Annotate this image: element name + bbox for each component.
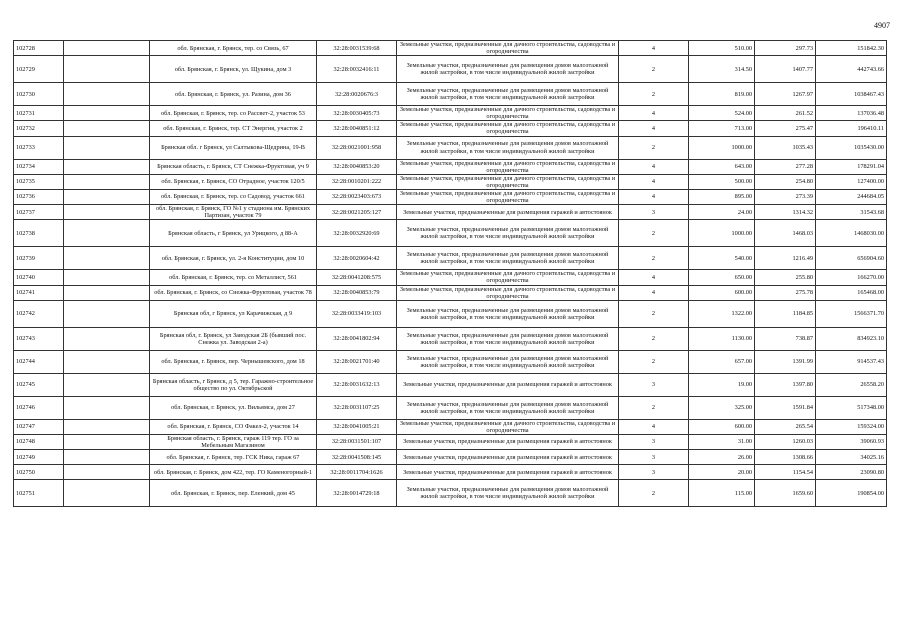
row-cadastral-value: 127400.00	[816, 174, 887, 189]
row-land-use: Земельные участки, предназначенные для дачного строительства, садоводства и огородничества	[397, 41, 619, 56]
row-category: 2	[619, 56, 689, 83]
row-cadastral-number: 32:28:0041005:21	[317, 419, 397, 434]
row-land-use: Земельные участки, предназначенные для дачного строительства, садоводства и огородничества	[397, 121, 619, 136]
row-area: 1130.00	[689, 327, 755, 350]
row-cadastral-value: 442743.66	[816, 56, 887, 83]
row-category: 3	[619, 434, 689, 449]
row-cadastral-value: 165468.00	[816, 285, 887, 300]
row-cadastral-number: 32:28:0031632:13	[317, 373, 397, 396]
row-address: обл. Брянская, г. Брянск, тер. со Связь, 67	[150, 41, 317, 56]
row-id: 102749	[14, 450, 64, 465]
row-spacer	[64, 174, 150, 189]
row-area: 713.00	[689, 121, 755, 136]
row-specific-value: 1591.84	[755, 396, 816, 419]
row-land-use: Земельные участки, предназначенные для размещения домов малоэтажной жилой застройки, в том числе индивидуальной жилой застройки	[397, 136, 619, 159]
row-specific-value: 1154.54	[755, 465, 816, 480]
table-body	[14, 41, 887, 507]
row-area: 1000.00	[689, 220, 755, 247]
row-address: обл. Брянская, г. Брянск, СО Факел-2, участок 14	[150, 419, 317, 434]
row-category: 4	[619, 121, 689, 136]
row-cadastral-value: 166270.00	[816, 270, 887, 285]
row-land-use: Земельные участки, предназначенные для дачного строительства, садоводства и огородничества	[397, 106, 619, 121]
row-area: 510.00	[689, 41, 755, 56]
row-address: обл. Брянская, г. Брянск, дом 422, тер. ГО Каменогорный-1	[150, 465, 317, 480]
row-spacer	[64, 350, 150, 373]
row-category: 2	[619, 480, 689, 507]
row-specific-value: 1407.77	[755, 56, 816, 83]
table-row	[14, 106, 887, 121]
row-cadastral-number: 32:28:0021205:127	[317, 205, 397, 220]
row-cadastral-number: 32:28:0040851:12	[317, 121, 397, 136]
row-area: 314.50	[689, 56, 755, 83]
row-area: 19.00	[689, 373, 755, 396]
row-cadastral-number: 32:28:0041508:145	[317, 450, 397, 465]
row-land-use: Земельные участки, предназначенные для дачного строительства, садоводства и огородничества	[397, 419, 619, 434]
row-id: 102751	[14, 480, 64, 507]
row-cadastral-value: 26558.20	[816, 373, 887, 396]
row-category: 2	[619, 220, 689, 247]
row-specific-value: 1659.60	[755, 480, 816, 507]
table-row	[14, 189, 887, 204]
row-spacer	[64, 300, 150, 327]
row-id: 102741	[14, 285, 64, 300]
row-category: 3	[619, 465, 689, 480]
row-spacer	[64, 480, 150, 507]
row-land-use: Земельные участки, предназначенные для размещения домов малоэтажной жилой застройки, в том числе индивидуальной жилой застройки	[397, 480, 619, 507]
row-id: 102736	[14, 189, 64, 204]
table-row	[14, 136, 887, 159]
row-category: 2	[619, 350, 689, 373]
row-id: 102732	[14, 121, 64, 136]
row-category: 4	[619, 285, 689, 300]
row-spacer	[64, 270, 150, 285]
row-land-use: Земельные участки, предназначенные для размещения домов малоэтажной жилой застройки, в том числе индивидуальной жилой застройки	[397, 396, 619, 419]
row-spacer	[64, 220, 150, 247]
row-address: обл. Брянская, г. Брянск, тер. СТ Энергия, участок 2	[150, 121, 317, 136]
row-specific-value: 1035.43	[755, 136, 816, 159]
table-row	[14, 56, 887, 83]
row-area: 524.00	[689, 106, 755, 121]
row-category: 2	[619, 300, 689, 327]
table-row	[14, 159, 887, 174]
row-area: 650.00	[689, 270, 755, 285]
row-spacer	[64, 121, 150, 136]
row-id: 102739	[14, 247, 64, 270]
row-id: 102734	[14, 159, 64, 174]
table-row	[14, 396, 887, 419]
row-cadastral-value: 914537.43	[816, 350, 887, 373]
row-area: 1322.00	[689, 300, 755, 327]
row-cadastral-number: 32:28:0010201:222	[317, 174, 397, 189]
row-cadastral-value: 137036.48	[816, 106, 887, 121]
row-id: 102743	[14, 327, 64, 350]
row-specific-value: 277.28	[755, 159, 816, 174]
row-land-use: Земельные участки, предназначенные для размещения домов малоэтажной жилой застройки, в том числе индивидуальной жилой застройки	[397, 83, 619, 106]
table-row	[14, 480, 887, 507]
row-cadastral-value: 31543.68	[816, 205, 887, 220]
row-category: 2	[619, 83, 689, 106]
row-cadastral-number: 32:28:0031539:68	[317, 41, 397, 56]
row-area: 20.00	[689, 465, 755, 480]
row-spacer	[64, 373, 150, 396]
row-spacer	[64, 205, 150, 220]
row-category: 3	[619, 205, 689, 220]
row-spacer	[64, 159, 150, 174]
row-area: 31.00	[689, 434, 755, 449]
row-category: 3	[619, 450, 689, 465]
row-category: 4	[619, 159, 689, 174]
row-area: 600.00	[689, 419, 755, 434]
table-row	[14, 270, 887, 285]
row-specific-value: 275.78	[755, 285, 816, 300]
table-row	[14, 205, 887, 220]
row-area: 600.00	[689, 285, 755, 300]
row-cadastral-value: 159324.00	[816, 419, 887, 434]
row-spacer	[64, 136, 150, 159]
table-row	[14, 350, 887, 373]
row-specific-value: 1260.03	[755, 434, 816, 449]
table-row	[14, 121, 887, 136]
row-address: обл. Брянская, г. Брянск, пер. Чернышевского, дом 18	[150, 350, 317, 373]
table-row	[14, 220, 887, 247]
row-cadastral-number: 32:28:0014729:18	[317, 480, 397, 507]
row-id: 102729	[14, 56, 64, 83]
row-cadastral-value: 1035430.00	[816, 136, 887, 159]
row-category: 3	[619, 373, 689, 396]
row-spacer	[64, 327, 150, 350]
row-cadastral-value: 1038467.43	[816, 83, 887, 106]
row-category: 2	[619, 396, 689, 419]
row-specific-value: 273.39	[755, 189, 816, 204]
row-cadastral-value: 23090.80	[816, 465, 887, 480]
row-area: 657.00	[689, 350, 755, 373]
row-specific-value: 1216.49	[755, 247, 816, 270]
table-row	[14, 41, 887, 56]
row-address: обл. Брянская, г. Брянск, тер. со Металлист, 561	[150, 270, 317, 285]
row-spacer	[64, 41, 150, 56]
row-specific-value: 261.52	[755, 106, 816, 121]
row-spacer	[64, 465, 150, 480]
row-address: обл. Брянская, г. Брянск, СО Отрадное, участок 120/5	[150, 174, 317, 189]
row-cadastral-value: 34025.16	[816, 450, 887, 465]
row-address: Брянская обл, г. Брянск, ул Заводская 2Б (бывший пос. Снежка ул. Заводская 2-а)	[150, 327, 317, 350]
page-number: 4907	[874, 21, 890, 30]
row-cadastral-value: 244684.05	[816, 189, 887, 204]
row-specific-value: 297.73	[755, 41, 816, 56]
row-id: 102740	[14, 270, 64, 285]
row-specific-value: 1184.85	[755, 300, 816, 327]
row-cadastral-number: 32:28:0040853:20	[317, 159, 397, 174]
row-specific-value: 254.80	[755, 174, 816, 189]
row-address: обл. Брянская, г. Брянск, ул. 2-я Конституции, дом 10	[150, 247, 317, 270]
row-specific-value: 265.54	[755, 419, 816, 434]
row-category: 4	[619, 41, 689, 56]
row-cadastral-number: 32:28:0021001:958	[317, 136, 397, 159]
row-address: обл. Брянская, г. Брянск, пер. Еленкий, дом 45	[150, 480, 317, 507]
row-address: обл. Брянская, г. Брянск, ул. Вильямса, дом 27	[150, 396, 317, 419]
row-land-use: Земельные участки, предназначенные для размещения домов малоэтажной жилой застройки, в том числе индивидуальной жилой застройки	[397, 327, 619, 350]
row-land-use: Земельные участки, предназначенные для размещения гаражей и автостоянок	[397, 205, 619, 220]
row-category: 4	[619, 174, 689, 189]
row-land-use: Земельные участки, предназначенные для размещения домов малоэтажной жилой застройки, в том числе индивидуальной жилой застройки	[397, 220, 619, 247]
table-row	[14, 450, 887, 465]
row-category: 4	[619, 189, 689, 204]
row-address: обл. Брянская, г. Брянск, тер. со Садовод, участок 661	[150, 189, 317, 204]
row-address: Брянская обл, г Брянск, ул Карачижская, д 9	[150, 300, 317, 327]
table-row	[14, 434, 887, 449]
row-address: Брянская область, г Брянск, ул Урицкого, д 88-А	[150, 220, 317, 247]
row-specific-value: 1397.80	[755, 373, 816, 396]
row-address: обл. Брянская, г. Брянск, ГО №1 у стадиона им. Брянских Партизан, участок 79	[150, 205, 317, 220]
row-specific-value: 1314.32	[755, 205, 816, 220]
row-specific-value: 738.87	[755, 327, 816, 350]
row-address: Брянская область, г. Брянск, СТ Снежка-Фруктовая, уч 9	[150, 159, 317, 174]
row-area: 115.00	[689, 480, 755, 507]
row-cadastral-number: 32:28:0031107:25	[317, 396, 397, 419]
row-id: 102750	[14, 465, 64, 480]
row-category: 4	[619, 106, 689, 121]
row-land-use: Земельные участки, предназначенные для размещения гаражей и автостоянок	[397, 434, 619, 449]
row-spacer	[64, 189, 150, 204]
row-address: обл. Брянская, г. Брянск, ул. Разина, дом 36	[150, 83, 317, 106]
row-address: Брянская обл. г Брянск, ул Салтыкова-Щедрина, 19-В	[150, 136, 317, 159]
row-address: Брянская область, г. Брянск, гараж 119 тер. ГО за Мебельным Магазином	[150, 434, 317, 449]
row-area: 540.00	[689, 247, 755, 270]
table-row	[14, 373, 887, 396]
row-cadastral-number: 32:28:0032920:69	[317, 220, 397, 247]
row-land-use: Земельные участки, предназначенные для дачного строительства, садоводства и огородничества	[397, 285, 619, 300]
row-cadastral-number: 32:28:0031501:107	[317, 434, 397, 449]
row-cadastral-number: 32:28:0032416:11	[317, 56, 397, 83]
row-cadastral-number: 32:28:0033419:103	[317, 300, 397, 327]
row-cadastral-number: 32:28:0020604:42	[317, 247, 397, 270]
row-id: 102746	[14, 396, 64, 419]
row-specific-value: 1308.66	[755, 450, 816, 465]
row-id: 102745	[14, 373, 64, 396]
row-land-use: Земельные участки, предназначенные для размещения домов малоэтажной жилой застройки, в том числе индивидуальной жилой застройки	[397, 300, 619, 327]
row-land-use: Земельные участки, предназначенные для размещения домов малоэтажной жилой застройки, в том числе индивидуальной жилой застройки	[397, 56, 619, 83]
row-id: 102747	[14, 419, 64, 434]
row-id: 102737	[14, 205, 64, 220]
row-id: 102728	[14, 41, 64, 56]
row-category: 2	[619, 247, 689, 270]
table-row	[14, 285, 887, 300]
table-row	[14, 247, 887, 270]
row-spacer	[64, 83, 150, 106]
row-cadastral-value: 834923.10	[816, 327, 887, 350]
row-area: 325.00	[689, 396, 755, 419]
row-area: 643.00	[689, 159, 755, 174]
row-category: 2	[619, 327, 689, 350]
row-specific-value: 275.47	[755, 121, 816, 136]
row-specific-value: 255.80	[755, 270, 816, 285]
row-cadastral-number: 32:28:0030405:73	[317, 106, 397, 121]
row-category: 4	[619, 270, 689, 285]
row-cadastral-number: 32:28:0041208:575	[317, 270, 397, 285]
table-row	[14, 83, 887, 106]
row-id: 102730	[14, 83, 64, 106]
row-cadastral-value: 196410.11	[816, 121, 887, 136]
row-cadastral-number: 32:28:0020676:3	[317, 83, 397, 106]
row-land-use: Земельные участки, предназначенные для дачного строительства, садоводства и огородничества	[397, 174, 619, 189]
table-row	[14, 300, 887, 327]
table-row	[14, 174, 887, 189]
row-land-use: Земельные участки, предназначенные для дачного строительства, садоводства и огородничества	[397, 189, 619, 204]
cadastral-value-table	[13, 40, 887, 507]
row-spacer	[64, 396, 150, 419]
row-area: 819.00	[689, 83, 755, 106]
row-id: 102748	[14, 434, 64, 449]
row-id: 102738	[14, 220, 64, 247]
row-cadastral-value: 39060.93	[816, 434, 887, 449]
row-spacer	[64, 247, 150, 270]
row-cadastral-number: 32:28:0011704:1626	[317, 465, 397, 480]
row-category: 2	[619, 136, 689, 159]
row-cadastral-value: 1468030.00	[816, 220, 887, 247]
table-row	[14, 465, 887, 480]
row-id: 102731	[14, 106, 64, 121]
row-area: 24.00	[689, 205, 755, 220]
row-specific-value: 1267.97	[755, 83, 816, 106]
row-land-use: Земельные участки, предназначенные для размещения домов малоэтажной жилой застройки, в том числе индивидуальной жилой застройки	[397, 247, 619, 270]
row-area: 895.00	[689, 189, 755, 204]
row-id: 102733	[14, 136, 64, 159]
row-cadastral-value: 151842.30	[816, 41, 887, 56]
row-cadastral-value: 1566371.70	[816, 300, 887, 327]
row-address: обл. Брянская, г. Брянск, ул. Щукина, дом 3	[150, 56, 317, 83]
table-row	[14, 327, 887, 350]
row-land-use: Земельные участки, предназначенные для размещения домов малоэтажной жилой застройки, в том числе индивидуальной жилой застройки	[397, 350, 619, 373]
row-category: 4	[619, 419, 689, 434]
row-land-use: Земельные участки, предназначенные для размещения гаражей и автостоянок	[397, 373, 619, 396]
row-area: 26.00	[689, 450, 755, 465]
row-cadastral-number: 32:28:0023403:673	[317, 189, 397, 204]
row-spacer	[64, 434, 150, 449]
row-land-use: Земельные участки, предназначенные для дачного строительства, садоводства и огородничества	[397, 270, 619, 285]
row-id: 102742	[14, 300, 64, 327]
row-spacer	[64, 56, 150, 83]
row-land-use: Земельные участки, предназначенные для дачного строительства, садоводства и огородничества	[397, 159, 619, 174]
row-id: 102735	[14, 174, 64, 189]
row-address: обл. Брянская, г. Брянск, тер. ГСК Ника, гараж 67	[150, 450, 317, 465]
row-address: обл. Брянская, г. Брянск, тер. со Рассвет-2, участок 53	[150, 106, 317, 121]
row-area: 500.00	[689, 174, 755, 189]
row-spacer	[64, 419, 150, 434]
row-cadastral-number: 32:28:0021701:40	[317, 350, 397, 373]
row-land-use: Земельные участки, предназначенные для размещения гаражей и автостоянок	[397, 465, 619, 480]
row-spacer	[64, 450, 150, 465]
row-cadastral-number: 32:28:0040853:79	[317, 285, 397, 300]
row-address: обл. Брянская, г. Брянск, со Снежка-Фруктовая, участок 78	[150, 285, 317, 300]
row-spacer	[64, 285, 150, 300]
row-cadastral-number: 32:28:0041802:94	[317, 327, 397, 350]
row-spacer	[64, 106, 150, 121]
table-row	[14, 419, 887, 434]
row-cadastral-value: 190854.00	[816, 480, 887, 507]
row-area: 1000.00	[689, 136, 755, 159]
row-cadastral-value: 517348.00	[816, 396, 887, 419]
row-cadastral-value: 656904.60	[816, 247, 887, 270]
row-land-use: Земельные участки, предназначенные для размещения гаражей и автостоянок	[397, 450, 619, 465]
row-address: Брянская область, г Брянск, д 5, тер. Гаражно-строительное общество по ул. Октябрьской	[150, 373, 317, 396]
row-specific-value: 1468.03	[755, 220, 816, 247]
row-cadastral-value: 178291.04	[816, 159, 887, 174]
row-specific-value: 1391.99	[755, 350, 816, 373]
row-id: 102744	[14, 350, 64, 373]
